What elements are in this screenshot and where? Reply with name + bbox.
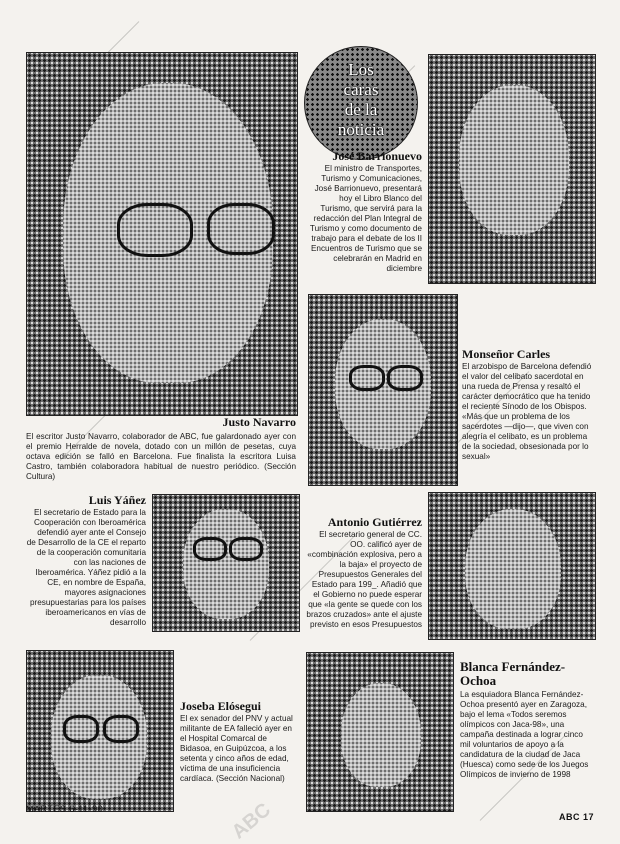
photo-joseba-elosegui	[26, 650, 174, 812]
watermark-text: ABC	[227, 798, 276, 844]
section-emblem	[304, 46, 418, 160]
photo-luis-yanez	[152, 494, 300, 632]
photo-jose-barrionuevo	[428, 54, 596, 284]
photo-monsenor-carles	[308, 294, 458, 486]
caption-joseba-elosegui: El ex senador del PNV y actual militante de EA falleció ayer en el Hospital Comarcal de Bidasoa, en Guipúzcoa, a los setenta y cinco años de edad, víctima de una insuficiencia cardíaca. (Sección Nacional)	[180, 714, 293, 783]
photo-antonio-gutierrez	[428, 492, 596, 640]
name-justo-navarro: Justo Navarro	[222, 415, 296, 429]
emblem-line: noticia	[337, 120, 385, 139]
emblem-line: Los	[348, 60, 374, 79]
name-blanca-fernandez-ochoa: Blanca Fernández-Ochoa	[460, 659, 566, 688]
name-joseba-elosegui: Joseba Elósegui	[180, 699, 262, 713]
page-date: MARTES 6-11-90	[26, 804, 104, 814]
page-number: ABC 17	[558, 812, 594, 822]
caption-justo-navarro: El escritor Justo Navarro, colaborador de ABC, fue galardonado ayer con el premio Herralde de novela, dotado con un millón de pesetas, cuya octava edición se falló en Barcelona. Fue finalista la escritora Luisa Castro, también colaboradora habitual de nuestro periódico. (Sección Cultura)	[26, 432, 296, 481]
name-antonio-gutierrez: Antonio Gutiérrez	[327, 515, 422, 529]
caption-antonio-gutierrez: El secretario general de CC. OO. calificó ayer de «combinación explosiva, pero a la baja» el proyecto de Presupuestos Generales del Estado para 199_. Añadió que el Gobierno no puede esperar que «la gente se quede con los brazos cruzados» ante el ajuste previsto en esos Presupuestos	[306, 530, 422, 629]
name-luis-yanez: Luis Yáñez	[88, 493, 146, 507]
caption-monsenor-carles: El arzobispo de Barcelona defendió el valor del celibato sacerdotal en una rueda de Prensa y resaltó el carácter democrático que ha tenido el reciente Sínodo de los Obispos. «Más que un problema de los sacerdotes —dijo—, que viven con alegría el celibato, es un problema de la sociedad, obsesionada por lo sexual»	[462, 362, 592, 461]
emblem-line: caras	[343, 80, 379, 99]
name-jose-barrionuevo: José Barrionuevo	[332, 149, 422, 163]
emblem-line: de la	[344, 100, 378, 119]
photo-blanca-fernandez-ochoa	[306, 652, 454, 812]
caption-luis-yanez: El secretario de Estado para la Cooperación con Iberoamérica defendió ayer ante el Consejo de Desarrollo de la CE el reparto de la cooperación comunitaria con las naciones de Iberoamérica. Yáñez pidió a la CE, en nombre de España, mayores asignaciones presupuestarias para los países iberoamericanos en vías de desarrollo	[26, 508, 146, 627]
caption-jose-barrionuevo: El ministro de Transportes, Turismo y Comunicaciones, José Barrionuevo, presentará hoy el Libro Blanco del Turismo, que servirá para la redacción del Plan Integral de Turismo y como documento de trabajo para el debate de los II Encuentros de Turismo que se celebrarán en Madrid en diciembre	[309, 164, 422, 273]
name-monsenor-carles: Monseñor Carles	[462, 347, 551, 361]
caption-blanca-fernandez-ochoa: La esquiadora Blanca Fernández-Ochoa presentó ayer en Zaragoza, bajo el lema «Todos seremos olímpicos con Jaca-98», una campaña destinada a lograr cinco mil voluntarios de apoyo a la candidatura de la ciudad de Jaca (Huesca) como sede de los Juegos Olímpicos de invierno de 1998	[460, 690, 589, 779]
photo-justo-navarro	[26, 52, 298, 416]
